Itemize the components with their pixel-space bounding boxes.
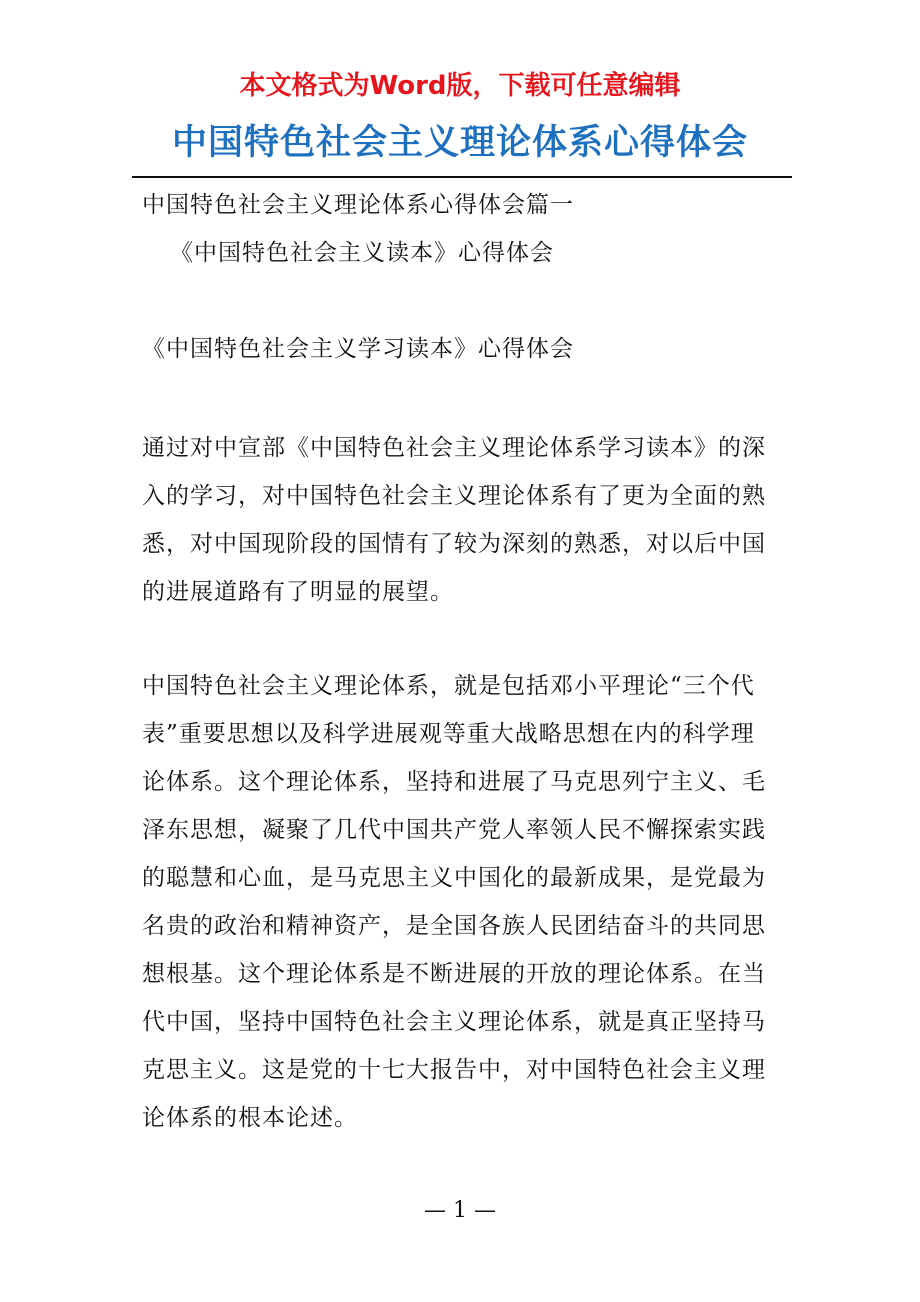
section-heading: 中国特色社会主义理论体系心得体会篇一 [142, 192, 574, 218]
sub-heading: 《中国特色社会主义读本》心得体会 [170, 240, 554, 266]
page-number: — 1 — [424, 1198, 496, 1223]
paragraph-line: 泽东思想，凝聚了几代中国共产党人率领人民不懈探索实践 [142, 817, 766, 843]
paragraph-line: 中国特色社会主义理论体系，就是包括邓小平理论“三个代 [142, 673, 755, 699]
paragraph-line: 通过对中宣部《中国特色社会主义理论体系学习读本》的深 [142, 435, 766, 461]
paragraph-line: 论体系的根本论述。 [142, 1105, 358, 1131]
document-title: 中国特色社会主义理论体系心得体会 [171, 123, 748, 163]
paragraph-line: 代中国，坚持中国特色社会主义理论体系，就是真正坚持马 [142, 1009, 766, 1035]
sub-heading-study: 《中国特色社会主义学习读本》心得体会 [142, 336, 574, 362]
paragraph-line: 悉，对中国现阶段的国情有了较为深刻的熟悉，对以后中国 [142, 531, 766, 557]
paragraph-line: 名贵的政治和精神资产，是全国各族人民团结奋斗的共同思 [142, 913, 766, 939]
paragraph-theory [142, 664, 782, 1144]
title-divider [132, 176, 792, 178]
paragraph-line: 的聪慧和心血，是马克思主义中国化的最新成果，是党最为 [142, 865, 766, 891]
paragraph-intro [142, 426, 782, 618]
paragraph-line: 的进展道路有了明显的展望。 [142, 579, 454, 605]
paragraph-line: 表”重要思想以及科学进展观等重大战略思想在内的科学理 [142, 721, 755, 747]
format-notice: 本文格式为Word版，下载可任意编辑 [239, 71, 681, 101]
paragraph-line: 克思主义。这是党的十七大报告中，对中国特色社会主义理 [142, 1057, 766, 1083]
paragraph-line: 想根基。这个理论体系是不断进展的开放的理论体系。在当 [142, 961, 766, 987]
paragraph-line: 入的学习，对中国特色社会主义理论体系有了更为全面的熟 [142, 483, 766, 509]
paragraph-line: 论体系。这个理论体系，坚持和进展了马克思列宁主义、毛 [142, 769, 766, 795]
